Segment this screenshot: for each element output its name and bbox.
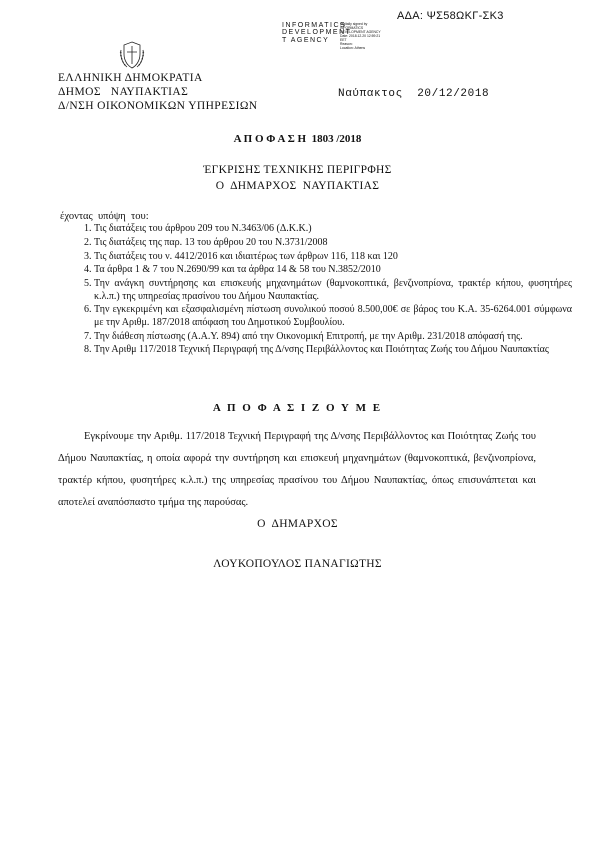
list-item: 1. Τις διατάξεις του άρθρου 209 του Ν.3463/06 (Δ.Κ.Κ.) xyxy=(94,223,572,235)
considerations-list xyxy=(58,223,572,358)
decide-heading: Α Π Ο Φ Α Σ Ι Ζ Ο Υ Μ Ε xyxy=(212,402,383,414)
decision-subtitle: ΈΓΚΡΙΣΗΣ ΤΕΧΝΙΚΗΣ ΠΕΡΙΓΡΦΗΣ xyxy=(203,164,392,176)
greek-coat-of-arms-icon xyxy=(118,40,146,70)
list-item: 5. Την ανάγκη συντήρησης και επισκευής μηχανημάτων (θαμνοκοπτικά, βενζινοπρίονα, τρακτέρ κήπου, φυσητήρες κ.λ.π.) της υπηρεσίας πρασίνου του Δήμου Ναυπακτίας. xyxy=(94,278,572,303)
list-item: 2. Τις διατάξεις της παρ. 13 του άρθρου 20 του Ν.3731/2008 xyxy=(94,237,572,249)
list-item: 4. Τα άρθρα 1 & 7 του Ν.2690/99 και τα άρθρα 14 & 58 του Ν.3852/2010 xyxy=(94,264,572,276)
org-line-department: Δ/ΝΣΗ ΟΙΚΟΝΟΜΙΚΩΝ ΥΠΗΡΕΣΙΩΝ xyxy=(58,100,258,112)
list-item: 6. Την εγκεκριμένη και εξασφαλισμένη πίστωση συνολικού ποσού 8.500,00€ σε βάρος του Κ.Α. 35-6264.001 σύμφωνα με την Αριθμ. 187/2018 απόφαση του Δημοτικού Συμβουλίου. xyxy=(94,304,572,329)
list-item: 8. Την Αριθμ 117/2018 Τεχνική Περιγραφή της Δ/νσης Περιβάλλοντος και Ποιότητας Ζωής του Δήμου Ναυπακτίας xyxy=(94,344,572,356)
ida-title: INFORMATICS DEVELOPMENT T AGENCY xyxy=(282,22,352,44)
place-date: Ναύπακτος 20/12/2018 xyxy=(338,88,490,100)
signer-name: ΛΟΥΚΟΠΟΥΛΟΣ ΠΑΝΑΓΙΩΤΗΣ xyxy=(213,558,382,570)
decision-body: Εγκρίνουμε την Αριθμ. 117/2018 Τεχνική Περιγραφή της Δ/νσης Περιβάλλοντος και Ποιότητας Ζωής του Δήμου Ναυπακτίας, η οποία αφορά την συντήρηση και επισκευή μηχανημάτων (θαμνοκοπτικά, βενζινοπρίονα, τρακτέρ κήπου, φυσητήρες κ.λ.π.) της υπηρεσίας πρασίνου του Δήμου Ναυπακτίας, όπως επισυνάπτεται και αποτελεί αναπόσπαστο τμήμα της παρούσας. xyxy=(58,431,536,508)
decision-title: Α Π Ο Φ Α Σ Η 1803 /2018 xyxy=(233,133,362,145)
list-item: 7. Την διάθεση πίστωσης (Α.Α.Υ. 894) από την Οικονομική Επιτροπή, με την Αριθμ. 231/2018 απόφασή της. xyxy=(94,331,572,343)
digital-signature-stamp xyxy=(282,22,381,50)
list-item: 3. Τις διατάξεις του ν. 4412/2016 και ιδιαιτέρως των άρθρων 116, 118 και 120 xyxy=(94,251,572,263)
considering-intro: έχοντας υπόψη του: xyxy=(60,211,149,222)
signer-title: Ο ΔΗΜΑΡΧΟΣ xyxy=(257,518,338,530)
ada-code: ΑΔΑ: ΨΣ58ΩΚΓ-ΣΚ3 xyxy=(397,10,504,22)
org-line-republic: ΕΛΛΗΝΙΚΗ ΔΗΜΟΚΡΑΤΙΑ xyxy=(58,72,203,84)
org-line-municipality: ΔΗΜΟΣ ΝΑΥΠΑΚΤΙΑΣ xyxy=(58,86,189,98)
ida-signature-details: Digitally signed by INFORMATICS DEVELOPMENT AGENCY Date: 2018.12.20 12:59:21 EET Reason: Location: Athens xyxy=(340,22,381,50)
issuer-line: Ο ΔΗΜΑΡΧΟΣ ΝΑΥΠΑΚΤΙΑΣ xyxy=(215,180,380,192)
